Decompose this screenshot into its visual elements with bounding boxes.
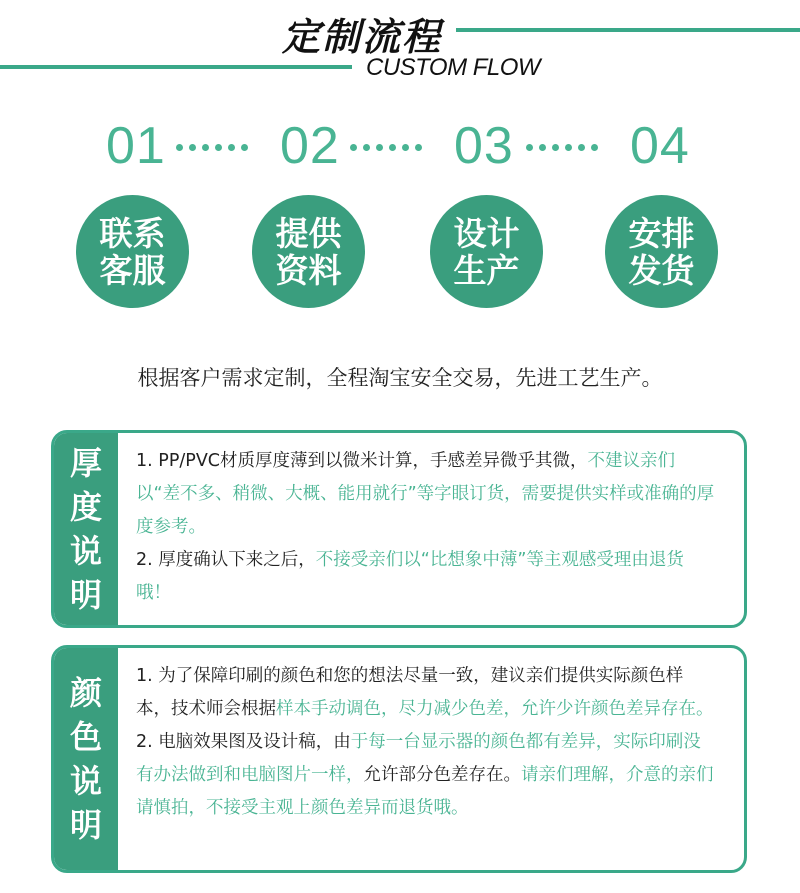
color-card-label: 颜色说明 — [69, 674, 102, 844]
thickness-card-body — [136, 445, 718, 610]
steps-row — [0, 116, 800, 176]
step-number-3: 03 — [454, 117, 514, 175]
color-p2-highlight: 于每一台显示器的颜色都有差异，实际印刷没有办法做到和电脑图片一样， — [136, 732, 701, 785]
thickness-p2-text: 2. 厚度确认下来之后， — [136, 550, 316, 570]
thickness-card — [51, 430, 747, 628]
step-number-4: 04 — [630, 117, 690, 175]
color-p2-text: 2. 电脑效果图及设计稿，由 — [136, 732, 351, 752]
header-subtitle: CUSTOM FLOW — [366, 54, 541, 81]
step-dots-3 — [526, 144, 598, 154]
step-number-2: 02 — [280, 117, 340, 175]
thickness-p1-highlight: 不建议亲们以“差不多、稍微、大概、能用就行”等字眼订货，需要提供实样或准确的厚度参考。 — [136, 451, 715, 537]
color-p1-highlight: 样本手动调色，尽力减少色差，允许少许颜色差异存在。 — [276, 699, 714, 719]
step-dots-1 — [176, 144, 248, 154]
thickness-paragraph-1 — [136, 445, 718, 544]
color-card-body — [136, 660, 718, 825]
thickness-paragraph-2 — [136, 544, 718, 610]
step-label-line1: 安排 — [628, 213, 695, 253]
step-label-line1: 设计 — [453, 213, 520, 253]
header-title: 定制流程 — [282, 15, 443, 59]
step-circle-ship — [605, 195, 718, 308]
color-card-side — [54, 648, 118, 870]
step-label-line1: 联系 — [99, 213, 166, 253]
step-label-line2: 发货 — [628, 250, 695, 290]
color-paragraph-2 — [136, 726, 718, 825]
header-line-bottom — [0, 65, 352, 69]
color-card — [51, 645, 747, 873]
step-circle-contact — [76, 195, 189, 308]
step-label-line2: 资料 — [275, 250, 342, 290]
step-circle-design — [430, 195, 543, 308]
header-line-top — [456, 28, 800, 32]
color-p1-text: 1. 为了保障印刷的颜色和您的想法尽量一致，建议亲们提供实际颜色样本，技术师会根据 — [136, 666, 684, 719]
step-dots-2 — [350, 144, 422, 154]
thickness-p2-highlight: 不接受亲们以“比想象中薄”等主观感受理由退货哦！ — [136, 550, 684, 603]
color-p2-text-2: 允许部分色差存在。 — [363, 765, 521, 785]
thickness-p1-text: 1. PP/PVC材质厚度薄到以微米计算，手感差异微乎其微， — [136, 451, 588, 471]
color-p2-highlight-2: 请亲们理解，介意的亲们请慎拍，不接受主观上颜色差异而退货哦。 — [136, 765, 714, 818]
step-label-line2: 客服 — [99, 250, 166, 290]
thickness-card-label: 厚度说明 — [69, 444, 102, 614]
step-label-line1: 提供 — [275, 213, 342, 253]
step-circle-provide — [252, 195, 365, 308]
thickness-card-side — [54, 433, 118, 625]
step-label-line2: 生产 — [453, 250, 520, 290]
color-paragraph-1 — [136, 660, 718, 726]
step-number-1: 01 — [106, 117, 166, 175]
intro-text: 根据客户需求定制，全程淘宝安全交易，先进工艺生产。 — [137, 366, 663, 390]
